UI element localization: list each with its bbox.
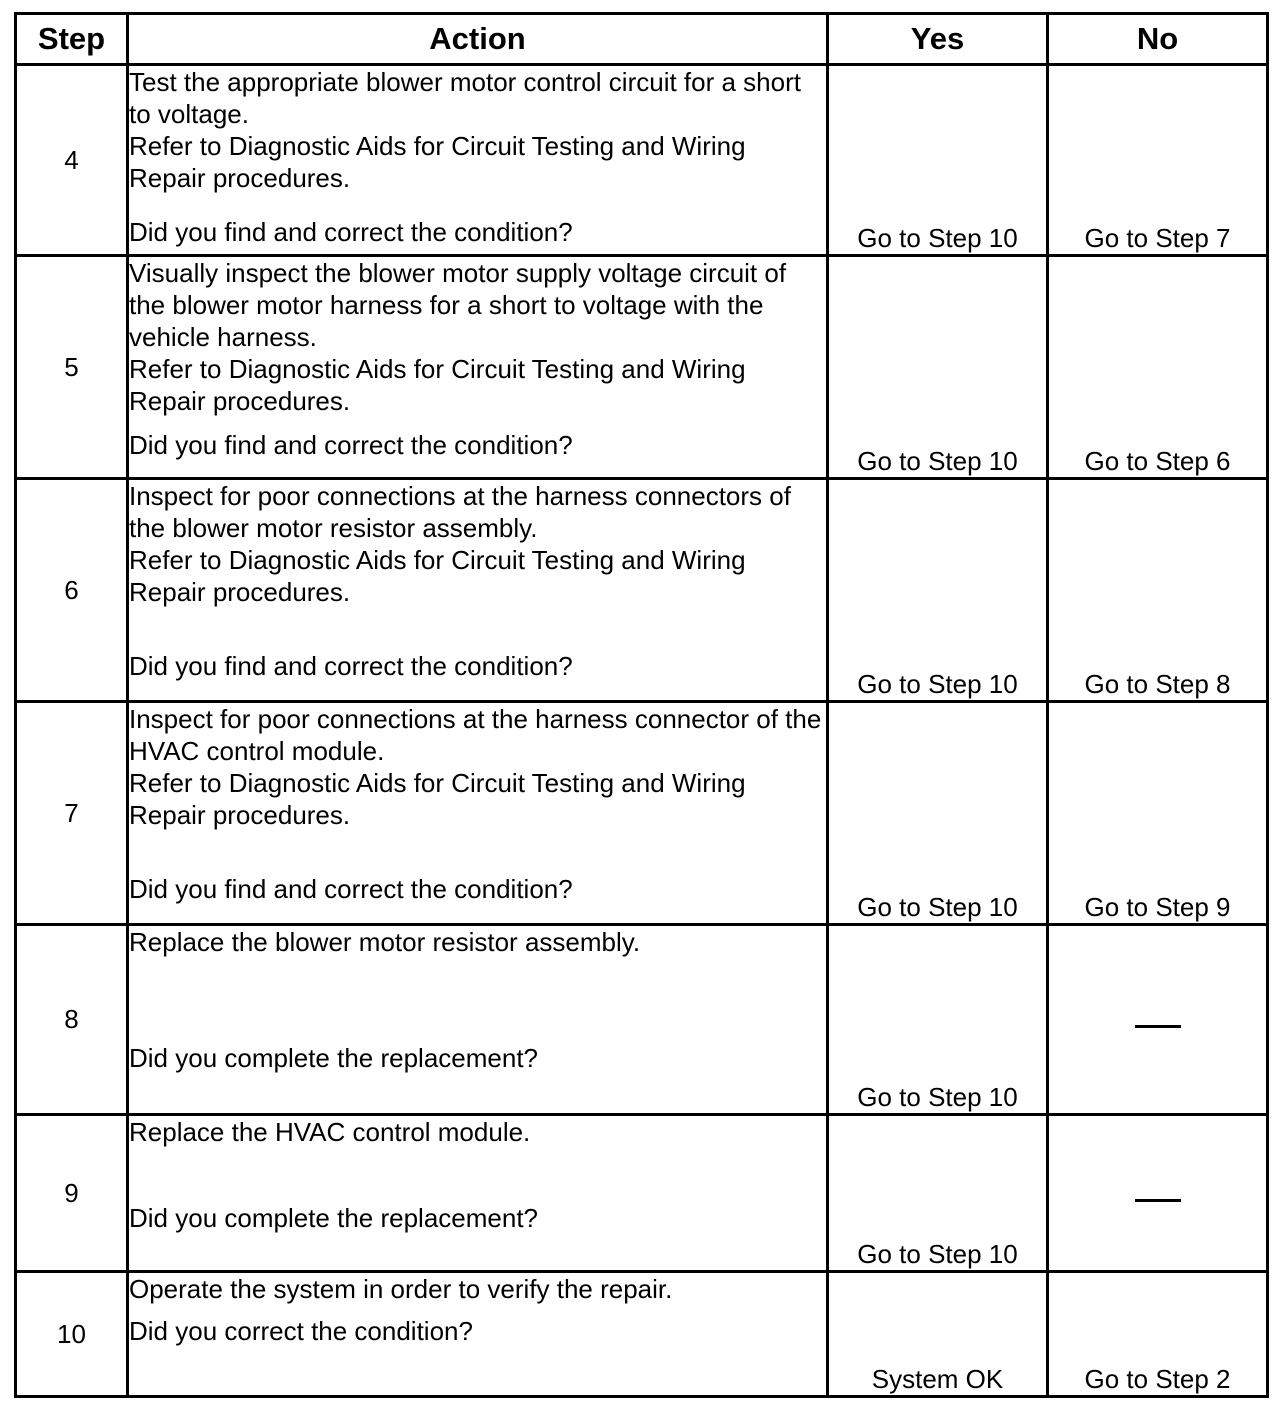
action-instruction: Inspect for poor connections at the harness connector of the HVAC control module. xyxy=(129,704,822,766)
yes-result: Go to Step 10 xyxy=(828,256,1048,479)
step-number: 9 xyxy=(16,1115,128,1272)
action-instruction: Visually inspect the blower motor supply voltage circuit of the blower motor harness for a short to voltage with the vehicle harness. xyxy=(129,258,787,352)
yes-result: System OK xyxy=(828,1272,1048,1397)
no-result: Go to Step 8 xyxy=(1048,479,1268,702)
yes-result: Go to Step 10 xyxy=(828,702,1048,925)
action-instruction: Replace the HVAC control module. xyxy=(129,1117,531,1147)
step-number: 10 xyxy=(16,1272,128,1397)
action-instruction: Refer to Diagnostic Aids for Circuit Testing and Wiring Repair procedures. xyxy=(129,131,746,193)
yes-result: Go to Step 10 xyxy=(828,925,1048,1115)
table-row xyxy=(16,256,1268,479)
dash-mark xyxy=(1135,1199,1181,1202)
action-instruction: Test the appropriate blower motor control circuit for a short to voltage. xyxy=(129,67,801,129)
action-instruction: Inspect for poor connections at the harness connectors of the blower motor resistor assembly. xyxy=(129,481,791,543)
action-cell xyxy=(128,65,828,256)
table-row xyxy=(16,1272,1268,1397)
no-result-none xyxy=(1048,1115,1268,1272)
action-instruction: Operate the system in order to verify the repair. xyxy=(129,1274,673,1304)
action-cell xyxy=(128,479,828,702)
yes-result: Go to Step 10 xyxy=(828,479,1048,702)
step-number: 6 xyxy=(16,479,128,702)
step-number: 7 xyxy=(16,702,128,925)
table-row xyxy=(16,65,1268,256)
no-result-none xyxy=(1048,925,1268,1115)
action-cell xyxy=(128,925,828,1115)
action-instruction: Refer to Diagnostic Aids for Circuit Testing and Wiring Repair procedures. xyxy=(129,354,746,416)
header-step: Step xyxy=(16,14,128,65)
no-result: Go to Step 2 xyxy=(1048,1272,1268,1397)
no-result: Go to Step 6 xyxy=(1048,256,1268,479)
action-cell xyxy=(128,702,828,925)
action-instruction: Refer to Diagnostic Aids for Circuit Testing and Wiring Repair procedures. xyxy=(129,768,746,830)
table-row xyxy=(16,702,1268,925)
diagnostic-table xyxy=(14,12,1269,1398)
action-cell xyxy=(128,256,828,479)
table-body xyxy=(16,65,1268,1397)
action-cell xyxy=(128,1272,828,1397)
action-instruction: Refer to Diagnostic Aids for Circuit Testing and Wiring Repair procedures. xyxy=(129,545,746,607)
yes-result: Go to Step 10 xyxy=(828,65,1048,256)
action-question: Did you complete the replacement? xyxy=(129,1203,539,1233)
action-question: Did you find and correct the condition? xyxy=(129,874,573,904)
header-yes: Yes xyxy=(828,14,1048,65)
step-number: 4 xyxy=(16,65,128,256)
table-row xyxy=(16,1115,1268,1272)
table-row xyxy=(16,479,1268,702)
header-no: No xyxy=(1048,14,1268,65)
step-number: 8 xyxy=(16,925,128,1115)
action-question: Did you find and correct the condition? xyxy=(129,651,573,681)
no-result: Go to Step 9 xyxy=(1048,702,1268,925)
header-action: Action xyxy=(128,14,828,65)
no-result: Go to Step 7 xyxy=(1048,65,1268,256)
table-row xyxy=(16,925,1268,1115)
action-question: Did you find and correct the condition? xyxy=(129,217,573,247)
action-question: Did you complete the replacement? xyxy=(129,1043,539,1073)
yes-result: Go to Step 10 xyxy=(828,1115,1048,1272)
dash-mark xyxy=(1135,1025,1181,1028)
action-question: Did you correct the condition? xyxy=(129,1316,473,1346)
action-question: Did you find and correct the condition? xyxy=(129,430,573,460)
header-row xyxy=(16,14,1268,65)
action-instruction: Replace the blower motor resistor assembly. xyxy=(129,927,641,957)
step-number: 5 xyxy=(16,256,128,479)
action-cell xyxy=(128,1115,828,1272)
